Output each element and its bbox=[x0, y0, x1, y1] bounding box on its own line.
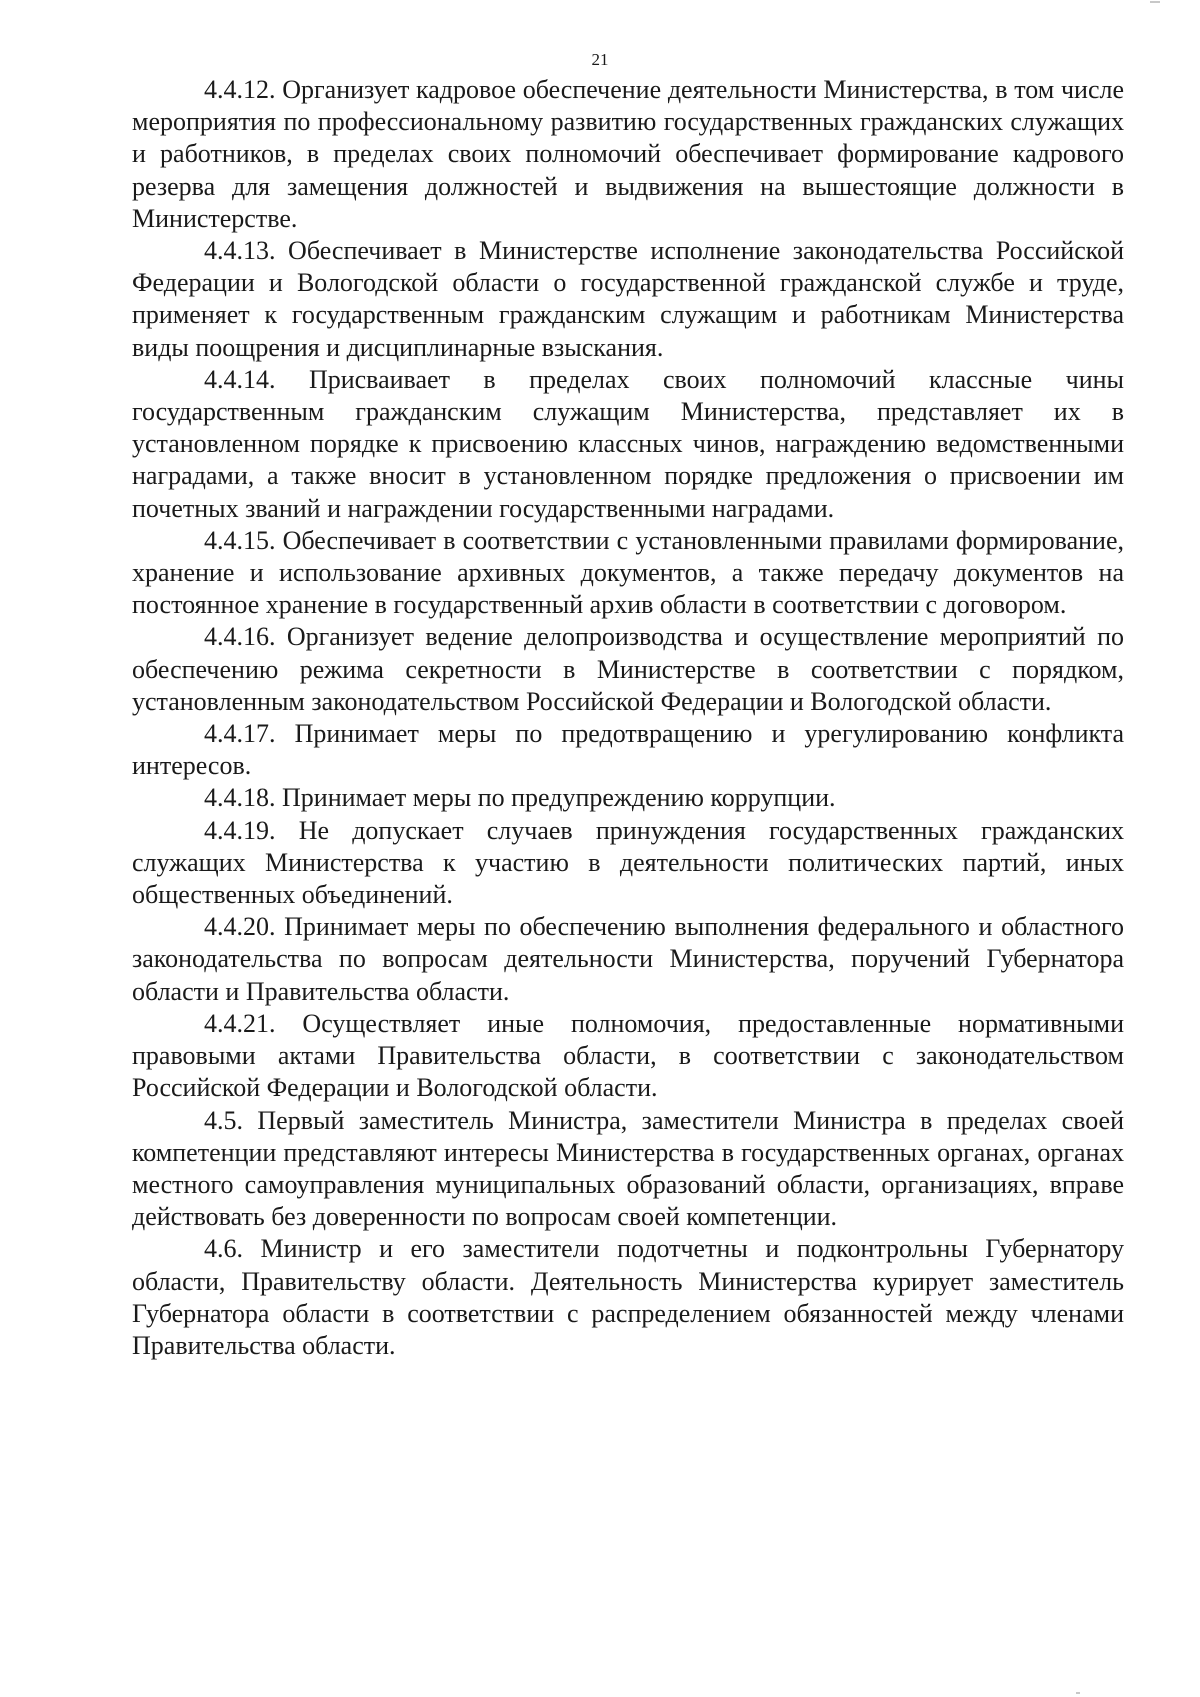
clause-4-4-21: 4.4.21. Осуществляет иные полномочия, предоставленные нормативными правовыми актами Правительства области, в соответствии с законодательством Российской Федерации и Вологодской области. bbox=[132, 1008, 1124, 1103]
scan-artifact bbox=[1150, 1, 1160, 3]
page-number: 21 bbox=[591, 50, 609, 69]
clause-4-6: 4.6. Министр и его заместители подотчетны и подконтрольны Губернатору области, Правительству области. Деятельность Министерства курирует заместитель Губернатора области в соответствии с распределением обязанностей между членами Правительства области. bbox=[132, 1234, 1124, 1360]
clause-4-4-16: 4.4.16. Организует ведение делопроизводства и осуществление мероприятий по обеспечению режима секретности в Министерстве в соответствии с порядком, установленным законодательством Российской Федерации и Вологодской области. bbox=[132, 622, 1124, 716]
clause-4-4-12: 4.4.12. Организует кадровое обеспечение деятельности Министерства, в том числе мероприятия по профессиональному развитию государственных гражданских служащих и работников, в пределах своих полномочий обеспечивает формирование кадрового резерва для замещения должностей и выдвижения на вышестоящие должности в Министерстве. bbox=[132, 75, 1124, 233]
clause-4-4-17: 4.4.17. Принимает меры по предотвращению и урегулированию конфликта интересов. bbox=[132, 719, 1124, 781]
document-body bbox=[132, 74, 1124, 1362]
clause-4-4-15: 4.4.15. Обеспечивает в соответствии с установленными правилами формирование, хранение и использование архивных документов, а также передачу документов на постоянное хранение в государственный архив области в соответствии с договором. bbox=[132, 525, 1124, 620]
clause-4-4-13: 4.4.13. Обеспечивает в Министерстве исполнение законодательства Российской Федерации и Вологодской области о государственной гражданской службе и труде, применяет к государственным гражданским служащим и работникам Министерства виды поощрения и дисциплинарные взыскания. bbox=[132, 236, 1124, 362]
clause-4-4-19: 4.4.19. Не допускает случаев принуждения государственных гражданских служащих Министерства к участию в деятельности политических партий, иных общественных объединений. bbox=[132, 815, 1124, 910]
clause-4-4-14: 4.4.14. Присваивает в пределах своих полномочий классные чины государственным гражданским служащим Министерства, представляет их в установленном порядке к присвоению классных чинов, награждению ведомственными наградами, а также вносит в установленном порядке предложения о присвоении им почетных званий и награждении государственными наградами. bbox=[132, 364, 1124, 523]
clause-4-4-18: 4.4.18. Принимает меры по предупреждению коррупции. bbox=[204, 783, 836, 813]
clause-4-5: 4.5. Первый заместитель Министра, заместители Министра в пределах своей компетенции представляют интересы Министерства в государственных органах, органах местного самоуправления муниципальных образований области, организациях, вправе действовать без доверенности по вопросам своей компетенции. bbox=[132, 1105, 1124, 1232]
scan-artifact bbox=[1076, 1692, 1080, 1694]
clause-4-4-20: 4.4.20. Принимает меры по обеспечению выполнения федерального и областного законодательства по вопросам деятельности Министерства, поручений Губернатора области и Правительства области. bbox=[132, 912, 1124, 1006]
